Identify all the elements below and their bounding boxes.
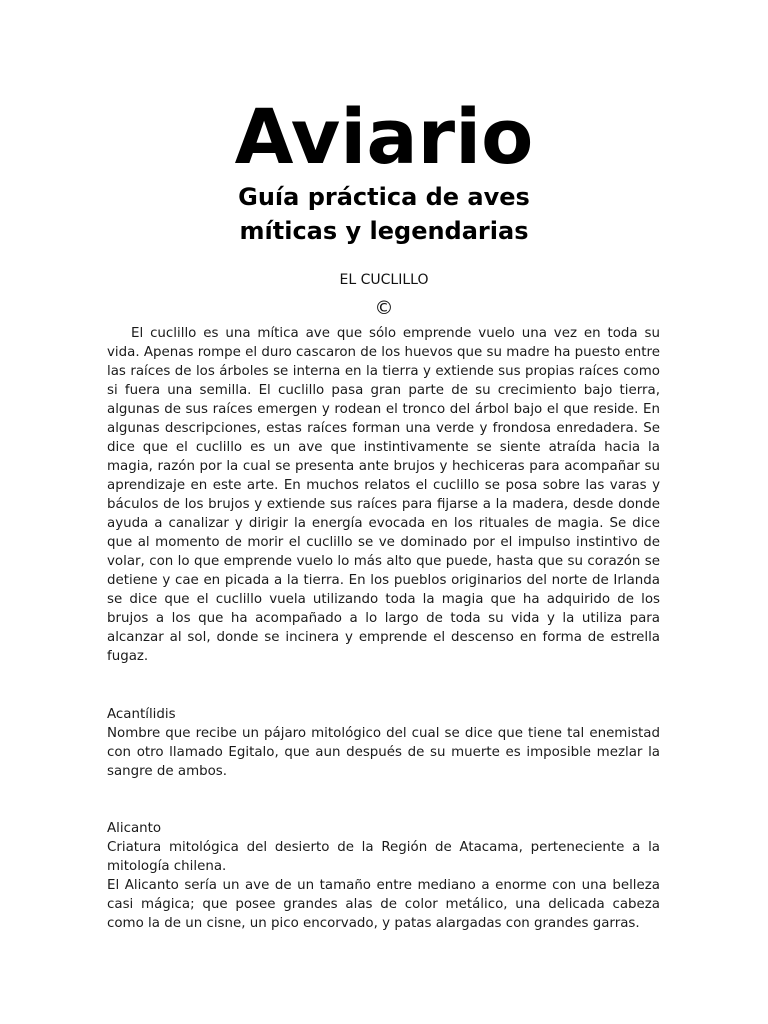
entry-term: Alicanto: [107, 821, 162, 836]
copyright-symbol: ©: [374, 297, 394, 319]
entry-definition-continued: El Alicanto sería un ave de un tamaño entre mediano a enorme con una belleza casi mágica; que posee grandes alas de color metálico, una delicada cabeza como la de un cisne, un pico encorvado, y patas alargadas con grandes garras.: [107, 878, 660, 931]
section-heading: EL CUCLILLO: [339, 272, 429, 288]
intro-paragraph: El cuclillo es una mítica ave que sólo emprende vuelo una vez en toda su vida. Apenas rompe el duro cascaron de los huevos que su madre ha puesto entre las raíces de los árboles se interna en la tierra y extiende sus propias raíces como si fuera una semilla. El cuclillo pasa gran parte de su crecimiento bajo tierra, algunas de sus raíces emergen y rodean el tronco del árbol bajo el que reside. En algunas descripciones, estas raíces forman una verde y frondosa enredadera. Se dice que el cuclillo es un ave que instintivamente se siente atraída hacia la magia, razón por la cual se presenta ante brujos y hechiceras para acompañar su aprendizaje en este arte. En muchos relatos el cuclillo se posa sobre las varas y báculos de los brujos y extiende sus raíces para fijarse a la madera, desde donde ayuda a canalizar y dirigir la energía evocada en los rituales de magia. Se dice que al momento de morir el cuclillo se ve dominado por el impulso instintivo de volar, con lo que emprende vuelo lo más alto que puede, hasta que su corazón se detiene y cae en picada a la tierra. En los pueblos originarios del norte de Irlanda se dice que el cuclillo vuela utilizando toda la magia que ha adquirido de los brujos a los que ha acompañado a lo largo de toda su vida y la utiliza para alcanzar al sol, donde se incinera y emprende el descenso en forma de estrella fugaz.: [107, 326, 660, 664]
entry-definition: Nombre que recibe un pájaro mitológico del cual se dice que tiene tal enemistad con otro llamado Egitalo, que aun después de su muerte es imposible mezlar la sangre de ambos.: [107, 726, 660, 779]
entry-definition: Criatura mitológica del desierto de la Región de Atacama, perteneciente a la mitología chilena.: [107, 840, 660, 874]
entry-term: Acantílidis: [107, 707, 176, 722]
subtitle-line-1: Guía práctica de aves: [238, 183, 530, 211]
glossary-entry: [107, 705, 660, 781]
glossary-entry: [107, 819, 660, 933]
subtitle-line-2: míticas y legendarias: [239, 217, 529, 245]
book-title: Aviario: [234, 92, 534, 181]
book-subtitle: [0, 180, 768, 248]
